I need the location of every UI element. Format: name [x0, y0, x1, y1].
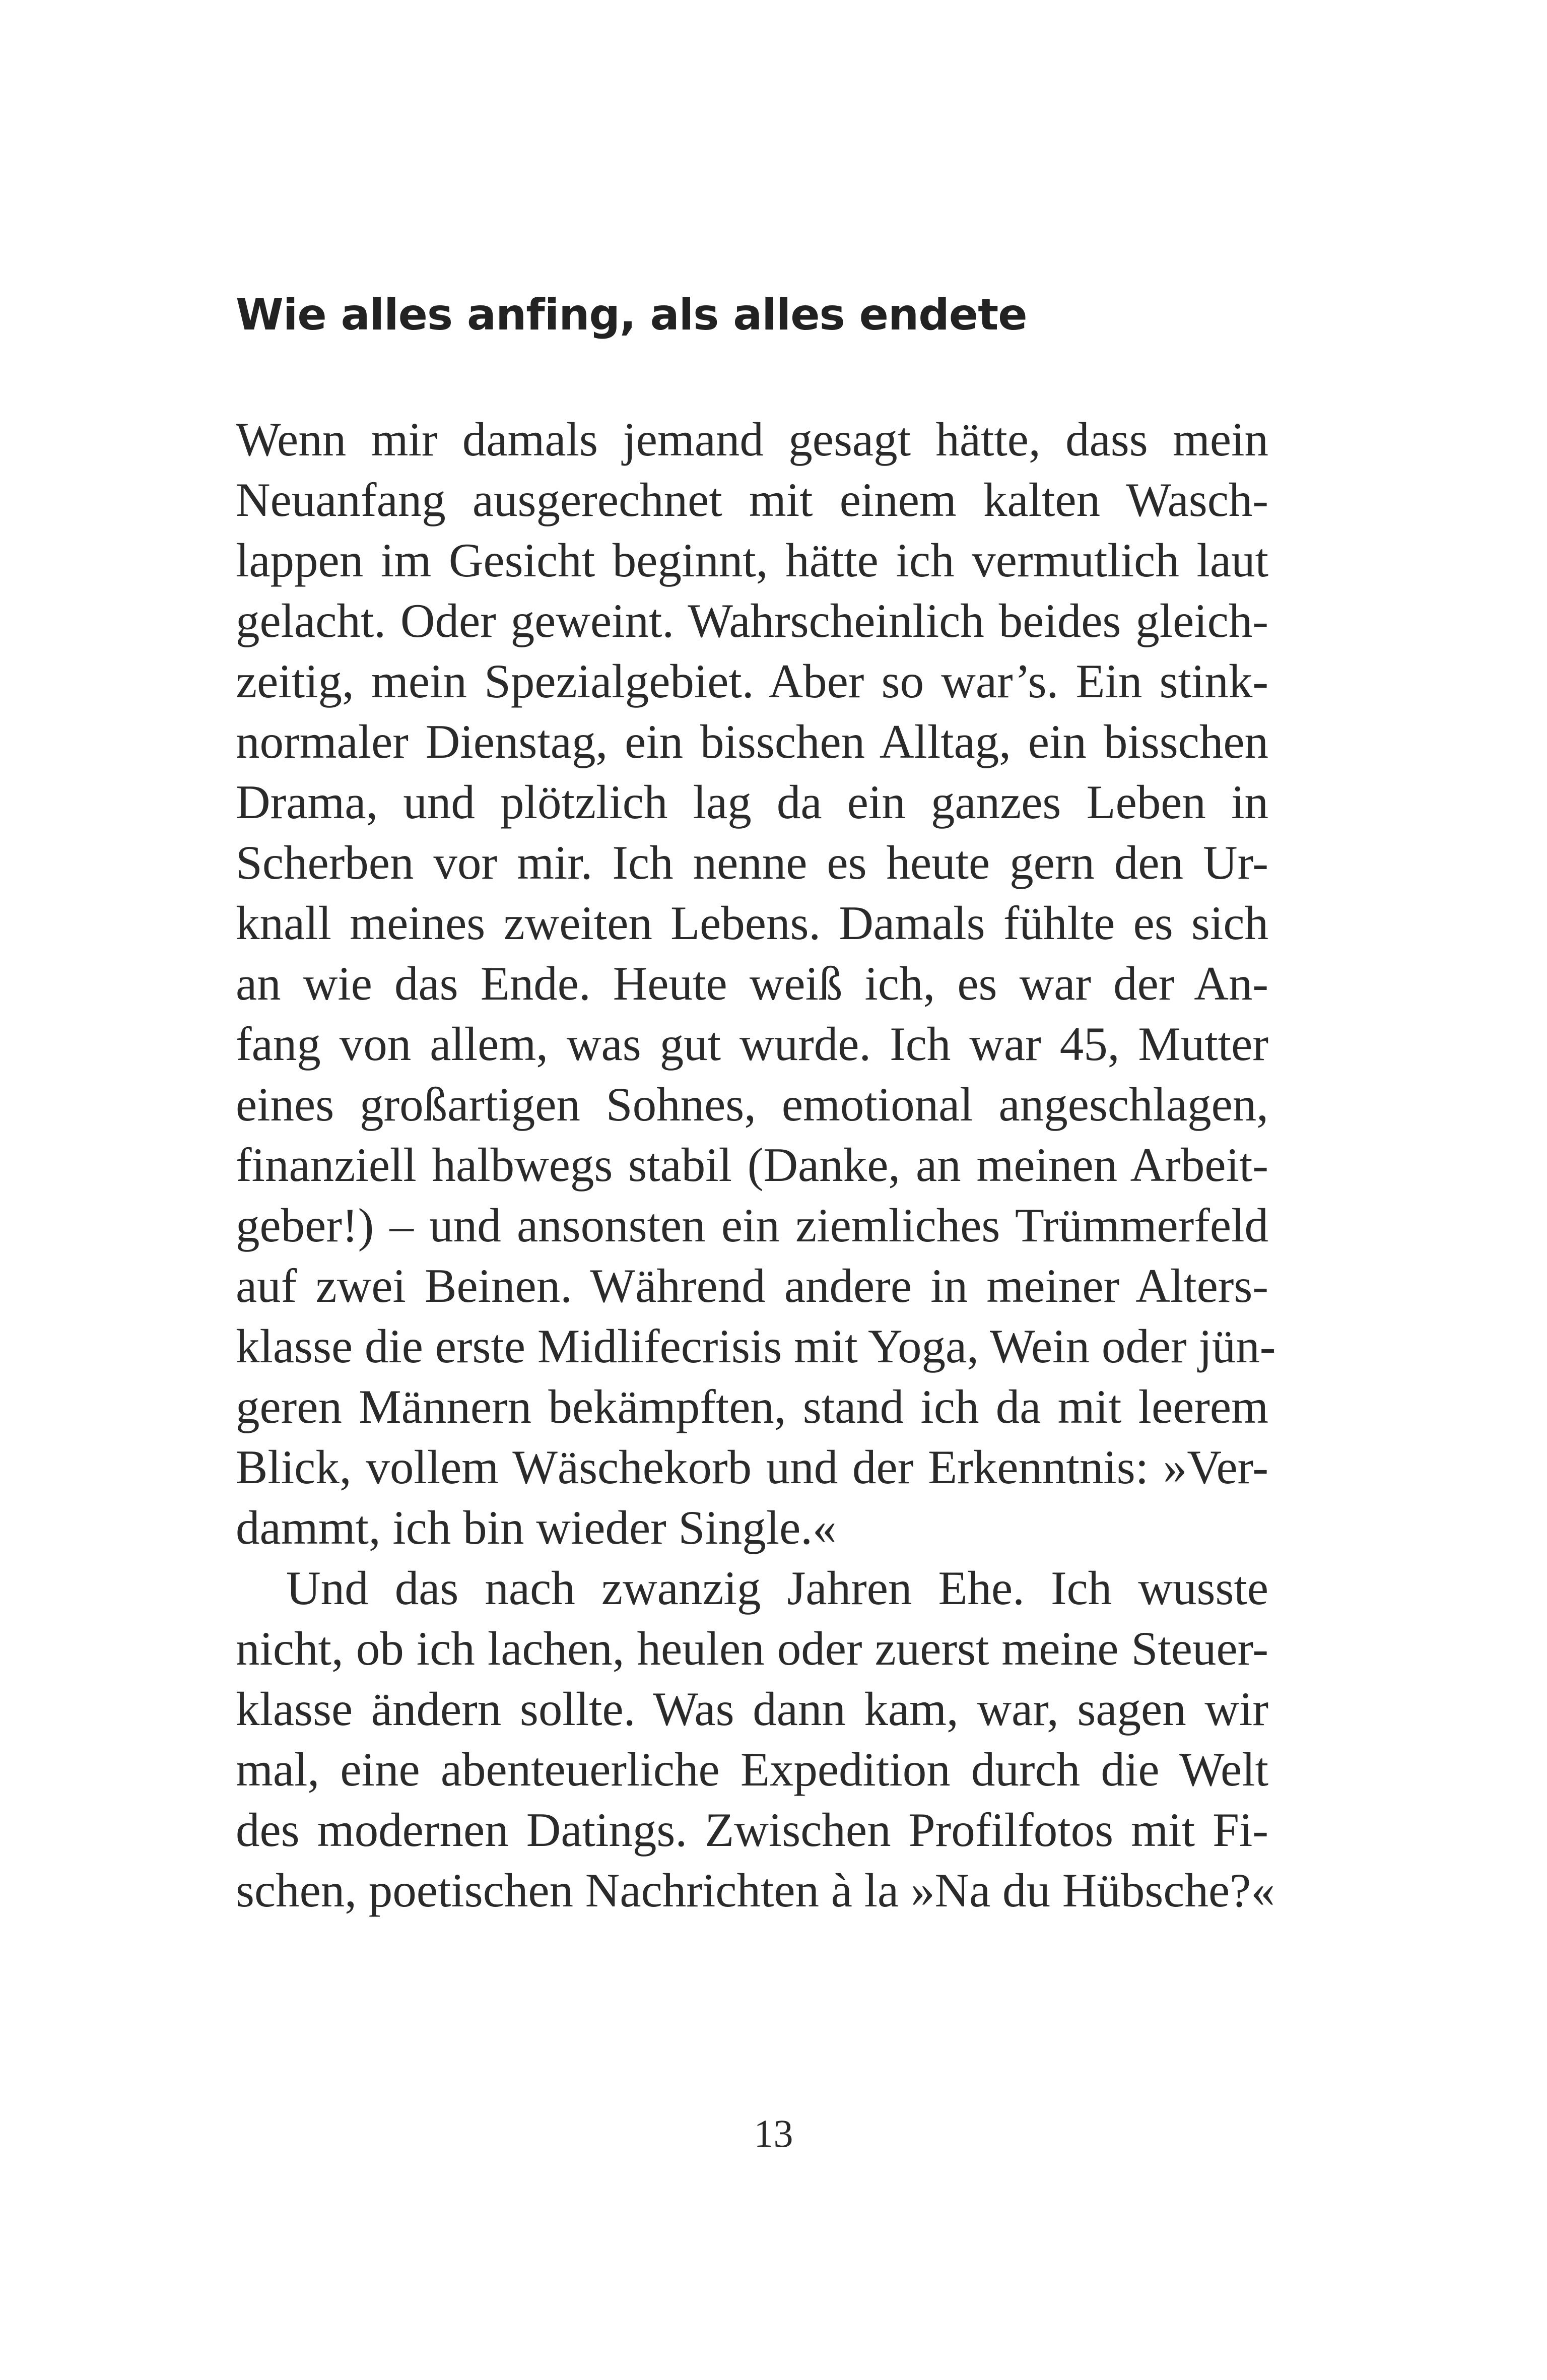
text-line: Wenn mir damals jemand gesagt hätte, dass mein: [236, 413, 1268, 466]
text-line: eines großartigen Sohnes, emotional angeschlagen,: [236, 1078, 1268, 1131]
text-line: Scherben vor mir. Ich nenne es heute gern den Ur-: [236, 836, 1268, 889]
text-line: gelacht. Oder geweint. Wahrscheinlich beides gleich-: [236, 594, 1268, 647]
text-line: geber!) – und ansonsten ein ziemliches Trümmerfeld: [236, 1199, 1268, 1252]
text-line: Drama, und plötzlich lag da ein ganzes Leben in: [236, 775, 1268, 829]
text-line: Neuanfang ausgerechnet mit einem kalten Wasch-: [236, 473, 1268, 526]
text-line: auf zwei Beinen. Während andere in meiner Alters-: [236, 1259, 1268, 1312]
text-line: an wie das Ende. Heute weiß ich, es war der An-: [236, 957, 1268, 1010]
text-line: finanziell halbwegs stabil (Danke, an meinen Arbeit-: [236, 1138, 1268, 1192]
text-line: fang von allem, was gut wurde. Ich war 45, Mutter: [236, 1017, 1268, 1071]
text-line: knall meines zweiten Lebens. Damals fühlte es sich: [236, 896, 1268, 950]
text-line: klasse ändern sollte. Was dann kam, war, sagen wir: [236, 1682, 1268, 1736]
text-line: Und das nach zwanzig Jahren Ehe. Ich wusste: [286, 1561, 1268, 1615]
text-line: dammt, ich bin wieder Single.«: [236, 1501, 837, 1554]
page-number: 13: [754, 2111, 793, 2155]
body-text: [236, 409, 1276, 1921]
chapter-title: Wie alles anfing, als alles endete: [236, 290, 1027, 340]
text-line: geren Männern bekämpften, stand ich da mit leerem: [236, 1380, 1268, 1433]
text-line: nicht, ob ich lachen, heulen oder zuerst meine Steuer-: [236, 1622, 1268, 1675]
text-line: normaler Dienstag, ein bisschen Alltag, ein bisschen: [236, 715, 1268, 768]
text-line: mal, eine abenteuerliche Expedition durch die Welt: [236, 1743, 1268, 1796]
text-line: des modernen Datings. Zwischen Profilfotos mit Fi-: [236, 1803, 1268, 1857]
text-line: zeitig, mein Spezialgebiet. Aber so war’s. Ein stink-: [236, 654, 1268, 708]
paragraph-1: [236, 409, 1276, 1558]
text-line: Blick, vollem Wäschekorb und der Erkenntnis: »Ver-: [236, 1440, 1268, 1494]
text-line: klasse die erste Midlifecrisis mit Yoga, Wein oder jün-: [236, 1319, 1276, 1373]
text-line: schen, poetischen Nachrichten à la »Na du Hübsche?«: [236, 1864, 1275, 1917]
paragraph-2: [236, 1558, 1275, 1921]
text-line: lappen im Gesicht beginnt, hätte ich vermutlich laut: [236, 534, 1268, 587]
